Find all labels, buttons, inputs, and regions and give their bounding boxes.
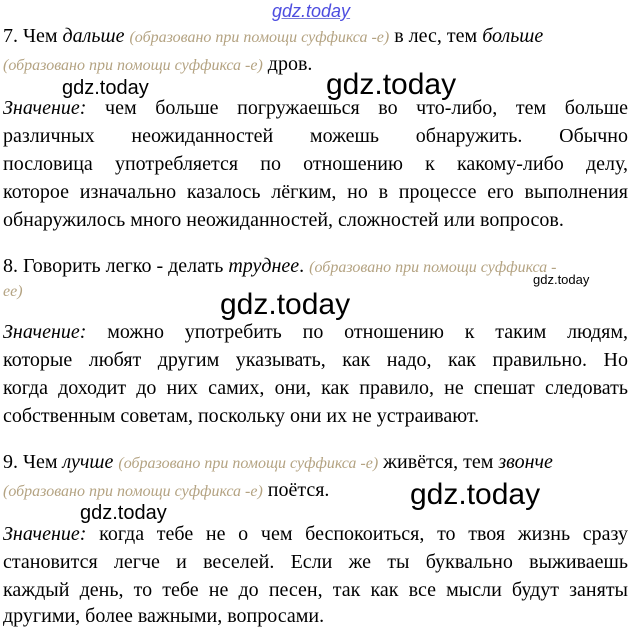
item7-meaning-line5: обнаружилось много неожиданностей, сложностей или вопросов. <box>3 209 564 231</box>
item9-meaning-line1 <box>3 522 628 546</box>
header-watermark: gdz.today <box>272 1 351 21</box>
item9-meaning-label: Значение: <box>3 523 87 545</box>
item7-meaning-line4: которое изначально казалось лёгким, но в процессе его выполнения <box>3 181 628 203</box>
item8-meaning-line2: которые любят другим указывать, как надо, как правильно. Но <box>3 349 628 371</box>
item9-meaning-line3: каждый день, то тебе не до песен, так как все мысли будут заняты <box>3 579 628 601</box>
item7-meaning-line1 <box>3 96 628 120</box>
item9-note2: (образовано при помощи суффикса -е) <box>3 483 263 500</box>
item7-word1: Чем <box>23 25 58 47</box>
item8-meaning-line3: когда доходит до них самих, они, как правило, не спешат следовать <box>3 377 628 399</box>
item9-note1: (образовано при помощи суффикса -е) <box>118 455 379 472</box>
item9-middle: живётся, тем <box>383 451 494 473</box>
item7-end: дров. <box>267 53 313 75</box>
item8-number: 8. <box>3 255 18 277</box>
item8-meaning-line1 <box>3 320 628 344</box>
item7-adverb2: больше <box>482 25 544 47</box>
item7-meaning-line2: различных неожиданностей можешь обнаружить. Обычно <box>3 125 628 147</box>
item9-adverb1: лучше <box>62 451 114 473</box>
item7-number: 7. <box>3 25 18 47</box>
item7-note1: (образовано при помощи суффикса -е) <box>129 29 390 46</box>
item7-meaning-label: Значение: <box>3 97 87 119</box>
item7-proverb-line1 <box>3 24 628 50</box>
item8-meaning-line4: собственным советам, поскольку они их не устраивают. <box>3 405 480 427</box>
item9-end: поётся. <box>267 479 330 501</box>
item7-meaning-line3: пословица употребляется по отношению к какому-либо делу, <box>3 153 628 175</box>
item9-meaning-text1: когда тебе не о чем беспокоиться, то твоя жизнь сразу <box>99 523 628 545</box>
item8-note-line2: ее) <box>3 283 23 300</box>
item9-word1: Чем <box>23 451 58 473</box>
watermark: gdz.today <box>533 272 590 287</box>
item9-proverb-line1 <box>3 450 628 476</box>
item7-proverb-line2 <box>3 52 628 78</box>
item9-adverb2: звонче <box>498 451 553 473</box>
item7-note2: (образовано при помощи суффикса -е) <box>3 57 263 74</box>
watermark: gdz.today <box>80 502 167 524</box>
item8-note-line1: (образовано при помощи суффикса - <box>309 259 557 276</box>
item8-text: Говорить легко - делать <box>23 255 224 277</box>
item8-meaning-label: Значение: <box>3 321 87 343</box>
item8-meaning-text1: можно употребить по отношению к таким людям, <box>107 321 628 343</box>
item8-adverb: труднее <box>228 255 300 277</box>
item9-meaning-line2: становится легче и веселей. Если же ты буквально выживаешь <box>3 551 628 573</box>
watermark: gdz.today <box>410 478 541 511</box>
item7-meaning-text1: чем больше погружаешься во что-либо, тем больше <box>105 97 628 119</box>
watermark: gdz.today <box>220 288 351 321</box>
watermark: gdz.today <box>326 68 457 101</box>
item8-dot: . <box>299 255 305 277</box>
item9-meaning-line4: другими, более важными, вопросами. <box>3 605 325 627</box>
watermark: gdz.today <box>62 77 149 99</box>
item9-number: 9. <box>3 451 18 473</box>
item7-adverb1: дальше <box>62 25 125 47</box>
item7-middle: в лес, тем <box>394 25 478 47</box>
